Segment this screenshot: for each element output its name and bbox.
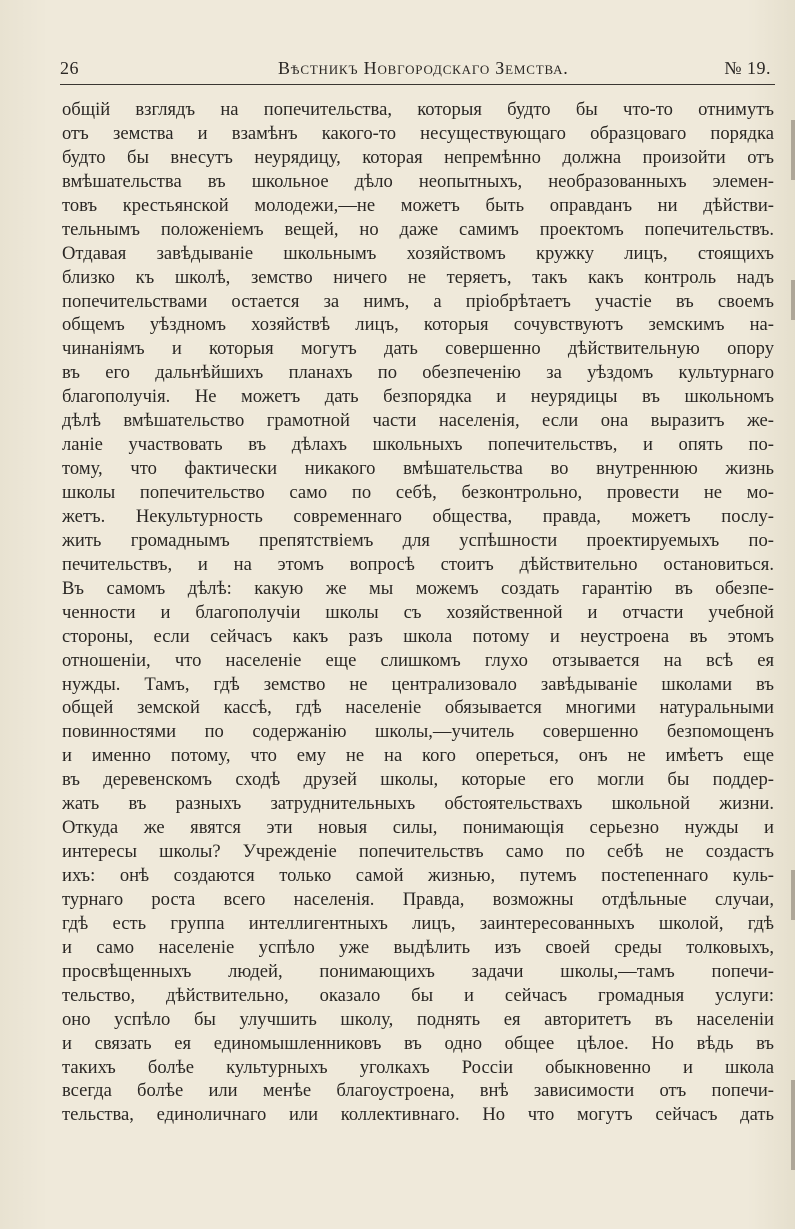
text-line: отношенiи, что населенiе еще слишкомъ глухо отзывается на всѣ ея bbox=[62, 649, 774, 671]
text-line: и связать ея единомышленниковъ въ одно общее цѣлое. Но вѣдь въ bbox=[62, 1032, 774, 1054]
text-line: ченности и благополучiи школы съ хозяйственной и отчасти учебной bbox=[62, 601, 774, 623]
text-line: тому, что фактически никакого вмѣшательства во внутреннюю жизнь bbox=[62, 458, 774, 480]
text-line: близко къ школѣ, земство ничего не теряетъ, такъ какъ контроль надъ bbox=[62, 266, 774, 288]
text-line: нужды. Тамъ, гдѣ земство не централизовало завѣдыванiе школами въ bbox=[62, 673, 774, 695]
page-edge-shadow bbox=[791, 120, 795, 180]
text-line: печительствъ, и на этомъ вопросѣ стоитъ дѣйствительно остановиться. bbox=[62, 553, 774, 575]
text-line: жить громаднымъ препятствiемъ для успѣшности проектируемыхъ по- bbox=[62, 529, 774, 551]
text-line: ихъ: онѣ создаются только самой жизнью, путемъ постепеннаго куль- bbox=[62, 865, 774, 886]
body-text bbox=[62, 98, 774, 1127]
issue-number: № 19. bbox=[724, 58, 771, 78]
header-rule bbox=[60, 84, 775, 85]
text-line: школы попечительство само по себѣ, безконтрольно, провести не мо- bbox=[62, 482, 774, 503]
text-line: въ деревенскомъ сходѣ друзей школы, которые его могли бы поддер- bbox=[62, 769, 774, 791]
text-line: попечительствами остается за нимъ, а прiобрѣтаетъ участiе въ своемъ bbox=[62, 290, 774, 312]
text-line: повинностями по содержанiю школы,—учитель совершенно безпомощенъ bbox=[62, 721, 774, 743]
text-line: товъ крестьянской молодежи,—не можетъ быть оправданъ ни дѣйстви- bbox=[62, 194, 774, 216]
text-line: Отдавая завѣдыванiе школьнымъ хозяйствомъ кружку лицъ, стоящихъ bbox=[62, 242, 774, 264]
text-line: и само населенiе успѣло уже выдѣлить изъ своей среды толковыхъ, bbox=[62, 936, 774, 958]
text-line: общей земской кассѣ, гдѣ населенiе обязывается многими натуральными bbox=[62, 697, 774, 719]
text-line: чинанiямъ и которыя могутъ дать совершенно дѣйствительную опору bbox=[62, 338, 774, 360]
page-edge-shadow bbox=[791, 1080, 795, 1170]
text-line: тельства, единоличнаго или коллективнаго. Но что могутъ сейчасъ дать bbox=[62, 1104, 774, 1126]
text-line: оно успѣло бы улучшить школу, поднять ея авторитетъ въ населенiи bbox=[62, 1008, 774, 1030]
text-line: Откуда же явятся эти новыя силы, понимающiя серьезно нужды и bbox=[62, 817, 774, 839]
text-line: благополучiя. Не можетъ дать безпорядка и неурядицы въ школьномъ bbox=[62, 386, 774, 408]
text-line: интересы школы? Учрежденiе попечительствъ само по себѣ не создастъ bbox=[62, 841, 774, 863]
text-line: тельство, дѣйствительно, оказало бы и сейчасъ громадныя услуги: bbox=[62, 984, 774, 1006]
text-line: будто бы внесутъ неурядицу, которая непремѣнно должна произойти отъ bbox=[62, 146, 774, 168]
text-line: вмѣшательства въ школьное дѣло неопытныхъ, необразованныхъ элемен- bbox=[62, 170, 774, 192]
page-number: 26 bbox=[60, 58, 79, 78]
text-line: Въ самомъ дѣлѣ: какую же мы можемъ создать гарантiю въ обезпе- bbox=[62, 577, 774, 599]
journal-title: Вѣстникъ Новгородскаго Земства. bbox=[278, 58, 569, 78]
text-line: тельнымъ положенiемъ вещей, но даже самимъ проектомъ попечительствъ. bbox=[62, 218, 774, 240]
text-line: турнаго роста всего населенiя. Правда, возможны отдѣльные случаи, bbox=[62, 888, 774, 910]
text-line: просвѣщенныхъ людей, понимающихъ задачи школы,—тамъ попечи- bbox=[62, 960, 774, 982]
text-line: такихъ болѣе культурныхъ уголкахъ Россiи обыкновенно и школа bbox=[62, 1056, 774, 1078]
text-line: всегда болѣе или менѣе благоустроена, внѣ зависимости отъ попечи- bbox=[62, 1080, 774, 1102]
text-line: стороны, если сейчасъ какъ разъ школа потому и неустроена въ этомъ bbox=[62, 625, 774, 647]
text-line: отъ земства и взамѣнъ какого-то несуществующаго образцоваго порядка bbox=[62, 122, 774, 144]
text-line: ланiе участвовать въ дѣлахъ школьныхъ попечительствъ, и опять по- bbox=[62, 434, 774, 456]
text-line: общемъ уѣздномъ хозяйствѣ лицъ, которыя сочувствуютъ земскимъ на- bbox=[62, 314, 774, 336]
text-line: гдѣ есть группа интеллигентныхъ лицъ, заинтересованныхъ школой, гдѣ bbox=[62, 912, 774, 934]
text-line: въ его дальнѣйшихъ планахъ по обезпеченiю за уѣздомъ культурнаго bbox=[62, 362, 774, 384]
text-line: жетъ. Некультурность современнаго общества, правда, можетъ послу- bbox=[62, 505, 774, 527]
page-edge-shadow bbox=[791, 870, 795, 920]
running-header bbox=[60, 58, 775, 84]
text-line: дѣлѣ вмѣшательство грамотной части населенiя, если она выразитъ же- bbox=[62, 410, 774, 432]
text-line: и именно потому, что ему не на кого опереться, онъ не имѣетъ еще bbox=[62, 745, 774, 767]
text-line: общiй взглядъ на попечительства, которыя будто бы что-то отнимутъ bbox=[62, 99, 774, 120]
page-edge-shadow bbox=[791, 280, 795, 320]
text-line: жать въ разныхъ затруднительныхъ обстоятельствахъ школьной жизни. bbox=[62, 793, 774, 815]
